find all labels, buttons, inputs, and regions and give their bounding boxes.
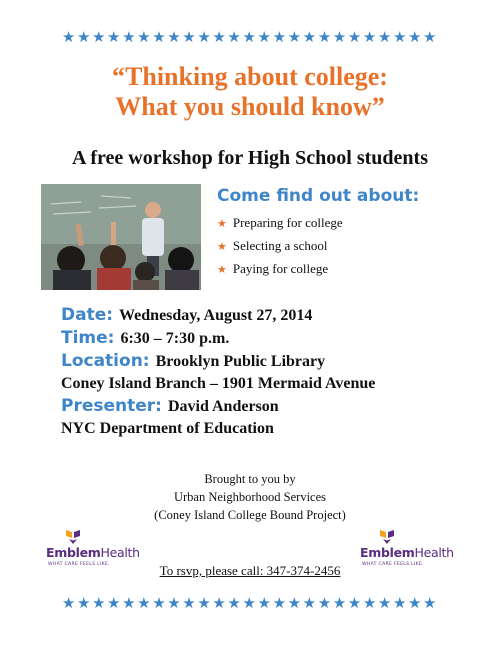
classroom-photo (41, 184, 201, 290)
star-icon: ★ (217, 263, 227, 276)
sponsor-line-3: (Coney Island College Bound Project) (154, 508, 346, 522)
logo-wordmark: EmblemHealth (360, 545, 454, 560)
location-row (61, 350, 375, 373)
title-line-1: “Thinking about college: (112, 62, 388, 91)
topic-item: ★ Paying for college (217, 261, 329, 276)
rsvp-line: To rsvp, please call: 347-374-2456 (159, 563, 341, 578)
flyer-title (0, 62, 500, 122)
time-row (61, 327, 375, 350)
flyer-subtitle: A free workshop for High School students (72, 147, 428, 169)
topics-list (217, 212, 343, 281)
time-label: Time: (61, 328, 115, 348)
logo-wordmark: EmblemHealth (46, 545, 140, 560)
logo-tagline: WHAT CARE FEELS LIKE. (362, 562, 424, 567)
topics-heading: Come find out about: (217, 186, 420, 206)
date-value: Wednesday, August 27, 2014 (119, 307, 313, 324)
date-label: Date: (61, 305, 114, 325)
presenter-label: Presenter: (61, 396, 162, 416)
presenter-value: David Anderson (167, 398, 279, 415)
time-value: 6:30 – 7:30 p.m. (120, 330, 230, 347)
location-address: Coney Island Branch – 1901 Mermaid Avenue (61, 375, 376, 392)
presenter-organization: NYC Department of Education (61, 420, 274, 437)
star-border-top: ★★★★★★★★★★★★★★★★★★★★★★★★★ (61, 28, 439, 46)
location-value: Brooklyn Public Library (155, 353, 326, 370)
sponsor-block (0, 470, 500, 524)
star-border-bottom: ★★★★★★★★★★★★★★★★★★★★★★★★★ (61, 594, 439, 612)
topic-item: ★ Preparing for college (217, 215, 343, 230)
location-label: Location: (61, 351, 150, 371)
star-icon: ★ (217, 240, 227, 253)
emblem-icon (66, 528, 80, 544)
logo-tagline: WHAT CARE FEELS LIKE. (48, 562, 110, 567)
presenter-row (61, 395, 375, 418)
event-details (61, 304, 375, 440)
classroom-illustration (41, 184, 201, 290)
date-row (61, 304, 375, 327)
sponsor-line-1: Brought to you by (204, 472, 296, 486)
topic-item: ★ Selecting a school (217, 238, 328, 253)
sponsor-line-2: Urban Neighborhood Services (173, 490, 327, 504)
title-line-2: What you should know” (115, 92, 385, 121)
star-icon: ★ (217, 217, 227, 230)
emblem-icon (380, 528, 394, 544)
